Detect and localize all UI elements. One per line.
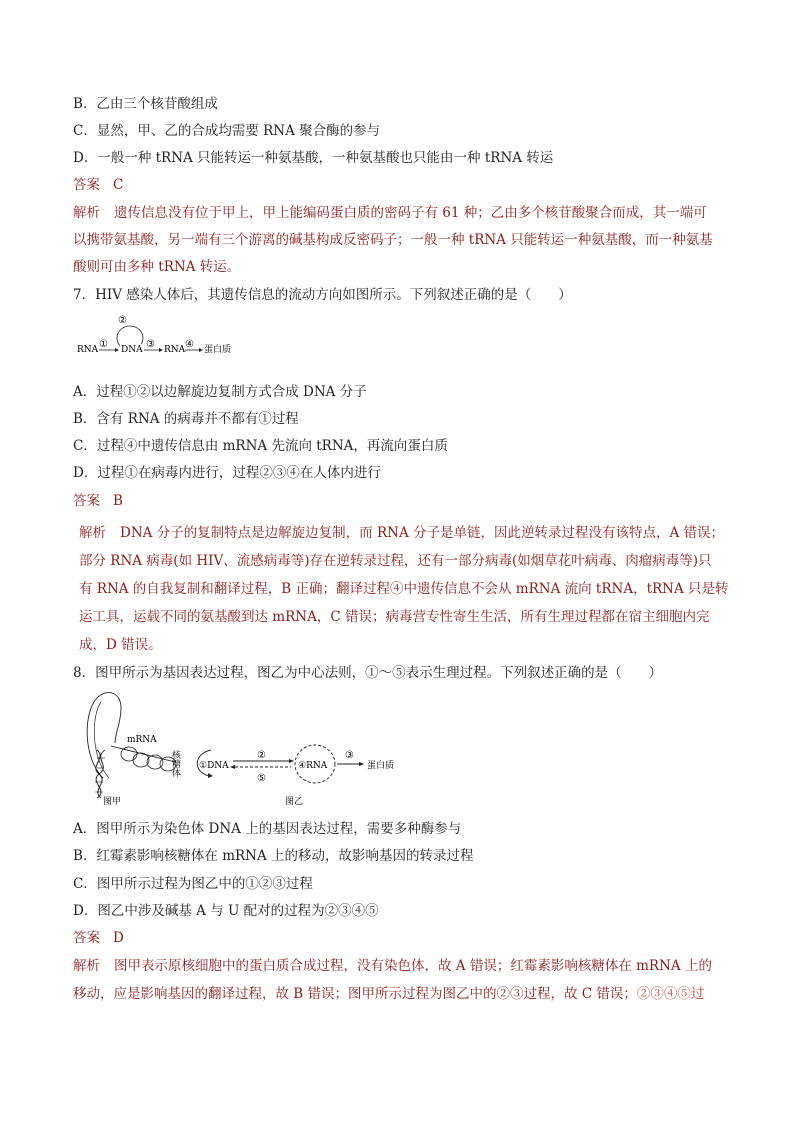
analysis-text: DNA 分子的复制特点是边解旋边复制，而 RNA 分子是单链，因此逆转录过程没有该特点，A 错误； bbox=[120, 525, 725, 541]
q7-arrowhead-1 bbox=[115, 348, 119, 352]
fig-yi-dna: ①DNA bbox=[199, 761, 229, 771]
q7-arrowhead-3 bbox=[159, 348, 163, 352]
q7-arrowhead-4 bbox=[199, 348, 203, 352]
mrna-label: mRNA bbox=[127, 735, 157, 745]
q8-option-d: D．图乙中涉及碱基 A 与 U 配对的过程为②③④⑤ bbox=[73, 903, 379, 919]
q7-dna-label: DNA bbox=[121, 345, 143, 355]
fig-yi-process-5: ⑤ bbox=[257, 773, 266, 784]
ribosome-1 bbox=[121, 747, 137, 761]
q6-option-b: B．乙由三个核苷酸组成 bbox=[73, 96, 218, 112]
q7-rna2-label: RNA bbox=[164, 345, 186, 355]
q7-analysis-line-5: 成，D 错误。 bbox=[79, 637, 162, 653]
ribosome-label: 核糖体 bbox=[170, 750, 180, 777]
mrna-strand-curve bbox=[87, 693, 121, 778]
q6-analysis-line-3: 酸则可由多种 tRNA 转运。 bbox=[73, 259, 241, 275]
q7-protein-label: 蛋白质 bbox=[204, 345, 232, 355]
q7-analysis-line-1 bbox=[79, 524, 724, 542]
ribosome-2 bbox=[133, 753, 149, 767]
q7-process-4: ④ bbox=[185, 339, 194, 350]
figure-jia bbox=[87, 693, 180, 807]
fig-yi-protein: 蛋白质 bbox=[367, 761, 395, 771]
analysis-label: 解析 bbox=[79, 525, 106, 541]
q7-process-3: ③ bbox=[146, 339, 155, 350]
fig-yi-process-2: ② bbox=[257, 750, 266, 761]
q6-answer bbox=[73, 176, 123, 194]
analysis-text: 遗传信息没有位于甲上，甲上能编码蛋白质的密码子有 61 种；乙由多个核苷酸聚合而成，其一端可 bbox=[114, 205, 707, 221]
q6-analysis-line-1 bbox=[73, 204, 707, 222]
q8-option-a: A．图甲所示为染色体 DNA 上的基因表达过程，需要多种酶参与 bbox=[73, 821, 462, 837]
q7-rna-label: RNA bbox=[77, 345, 99, 355]
analysis-text: 图甲表示原核细胞中的蛋白质合成过程，没有染色体，故 A 错误；红霉素影响核糖体在 mRNA 上的 bbox=[114, 958, 712, 974]
dna-helix-strand-2 bbox=[96, 750, 105, 798]
q6-analysis-line-2: 以携带氨基酸，另一端有三个游离的碱基构成反密码子；一般一种 tRNA 只能转运一种氨基酸，而一种氨基 bbox=[73, 232, 713, 248]
q8-analysis-line-1 bbox=[73, 957, 712, 975]
q7-option-c: C．过程④中遗传信息由 mRNA 先流向 tRNA，再流向蛋白质 bbox=[73, 438, 448, 454]
answer-label: 答案 bbox=[73, 930, 100, 946]
q8-answer bbox=[73, 929, 124, 947]
fig-yi-label: 图乙 bbox=[285, 797, 304, 807]
q6-option-c: C．显然，甲、乙的合成均需要 RNA 聚合酶的参与 bbox=[73, 123, 381, 139]
answer-label: 答案 bbox=[73, 177, 100, 193]
fig-jia-label: 图甲 bbox=[103, 797, 122, 807]
analysis-text: 移动，应是影响基因的翻译过程，故 B 错误；图甲所示过程为图乙中的②③过程，故 C 错误； bbox=[73, 986, 637, 1002]
q8-option-b: B．红霉素影响核糖体在 mRNA 上的移动，故影响基因的转录过程 bbox=[73, 848, 474, 864]
q8-option-c: C．图甲所示过程为图乙中的①②③过程 bbox=[73, 876, 313, 892]
analysis-label: 解析 bbox=[73, 205, 100, 221]
q7-analysis-line-4: 运工具，运载不同的氨基酸到达 mRNA，C 错误；病毒营专性寄生生活，所有生理过程都在宿主细胞内完 bbox=[79, 609, 710, 625]
q7-analysis-line-2: 部分 RNA 病毒(如 HIV、流感病毒等)存在逆转录过程，还有一部分病毒(如烟草花叶病毒、肉瘤病毒等)只 bbox=[79, 553, 712, 569]
answer-value: C bbox=[113, 177, 124, 193]
q8-analysis-line-2 bbox=[73, 985, 704, 1003]
q7-option-a: A．过程①②以边解旋边复制方式合成 DNA 分子 bbox=[73, 384, 367, 400]
answer-label: 答案 bbox=[73, 493, 100, 509]
fig-yi-rna: ④RNA bbox=[298, 761, 328, 771]
q7-stem: 7．HIV 感染人体后，其遗传信息的流动方向如图所示。下列叙述正确的是（ ） bbox=[73, 287, 572, 303]
q7-flow-diagram bbox=[75, 312, 255, 360]
fig-yi-process-3: ③ bbox=[345, 750, 354, 761]
q7-option-b: B．含有 RNA 的病毒并不都有①过程 bbox=[73, 411, 299, 427]
figure-yi bbox=[197, 745, 394, 807]
q7-process-2: ② bbox=[118, 315, 127, 326]
q7-option-d: D．过程①在病毒内进行，过程②③④在人体内进行 bbox=[73, 465, 381, 481]
q8-diagram bbox=[75, 688, 415, 808]
answer-value: D bbox=[113, 930, 124, 946]
q7-process-1: ① bbox=[99, 339, 108, 350]
q8-stem: 8．图甲所示为基因表达过程，图乙为中心法则，①～⑤表示生理过程。下列叙述正确的是（ ） bbox=[73, 665, 663, 681]
analysis-label: 解析 bbox=[73, 958, 100, 974]
analysis-text-tail: ②③④⑤过 bbox=[636, 986, 705, 1002]
q6-option-d: D．一般一种 tRNA 只能转运一种氨基酸，一种氨基酸也只能由一种 tRNA 转运 bbox=[73, 150, 554, 166]
answer-value: B bbox=[113, 493, 123, 509]
q7-analysis-line-3: 有 RNA 的自我复制和翻译过程，B 正确；翻译过程④中遗传信息不会从 mRNA 流向 tRNA，tRNA 只是转 bbox=[79, 581, 729, 597]
q7-answer bbox=[73, 492, 123, 510]
